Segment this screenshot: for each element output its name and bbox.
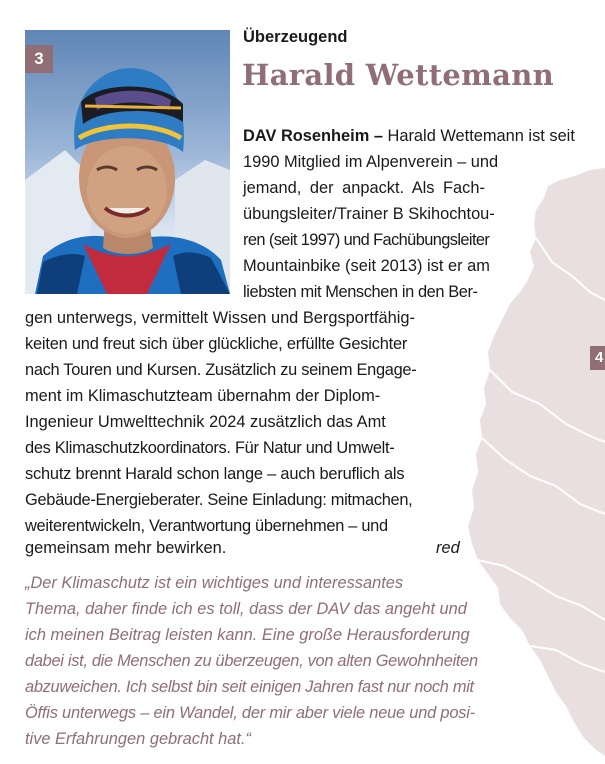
body-line: nach Touren und Kursen. Zusätzlich zu seinem Engage- — [25, 361, 417, 379]
author-signature: red — [436, 539, 460, 557]
quote-line: tive Erfahrungen gebracht hat.“ — [25, 730, 251, 748]
body-line: übungsleiter/Trainer B Skihochtou- — [243, 205, 495, 223]
body-line: weiterentwickeln, Verantwortung übernehmen – und — [25, 517, 388, 535]
next-article-number-badge: 4 — [590, 346, 605, 370]
quote-line: abzuweichen. Ich selbst bin seit einigen Jahren fast nur noch mit — [25, 678, 474, 696]
quote-line: „Der Klimaschutz ist ein wichtiges und interessantes — [25, 574, 404, 592]
article-title: Harald Wettemann — [242, 58, 554, 92]
quote-line: ich meinen Beitrag leisten kann. Eine große Herausforderung — [25, 626, 470, 644]
article-kicker: Überzeugend — [243, 28, 348, 46]
body-line: schutz brennt Harald schon lange – auch beruflich als — [25, 465, 405, 483]
body-line: gemeinsam mehr bewirken. — [25, 539, 227, 557]
quote-line: dabei ist, die Menschen zu überzeugen, von alten Gewohnheiten — [25, 652, 478, 670]
body-line: gen unterwegs, vermittelt Wissen und Bergsportfähig- — [25, 309, 415, 327]
body-line: jemand, der anpackt. Als Fach- — [243, 179, 485, 197]
lead-in: DAV Rosenheim – — [243, 127, 383, 145]
body-line: 1990 Mitglied im Alpenverein – und — [243, 153, 499, 171]
body-line: Mountainbike (seit 2013) ist er am — [243, 257, 490, 275]
body-line: des Klimaschutzkoordinators. Für Natur und Umwelt- — [25, 439, 395, 457]
body-line: Ingenieur Umwelttechnik 2024 zusätzlich das Amt — [25, 413, 386, 431]
body-line: ment im Klimaschutzteam übernahm der Diplom- — [25, 387, 381, 405]
body-line: keiten und freut sich über glückliche, erfüllte Gesichter — [25, 335, 408, 353]
quote-line: Thema, daher finde ich es toll, dass der DAV das angeht und — [25, 600, 467, 618]
body-line-1 — [243, 127, 575, 146]
quote-line: Öffis unterwegs – ein Wandel, der mir aber viele neue und posi- — [25, 704, 475, 722]
body-line: ren (seit 1997) und Fachübungsleiter — [243, 231, 490, 249]
body-line-1-text: Harald Wettemann ist seit — [382, 127, 575, 145]
body-line: liebsten mit Menschen in den Ber- — [243, 283, 478, 301]
article-number-badge: 3 — [25, 45, 53, 73]
body-line: Gebäude-Energieberater. Seine Einladung: mitmachen, — [25, 491, 413, 509]
